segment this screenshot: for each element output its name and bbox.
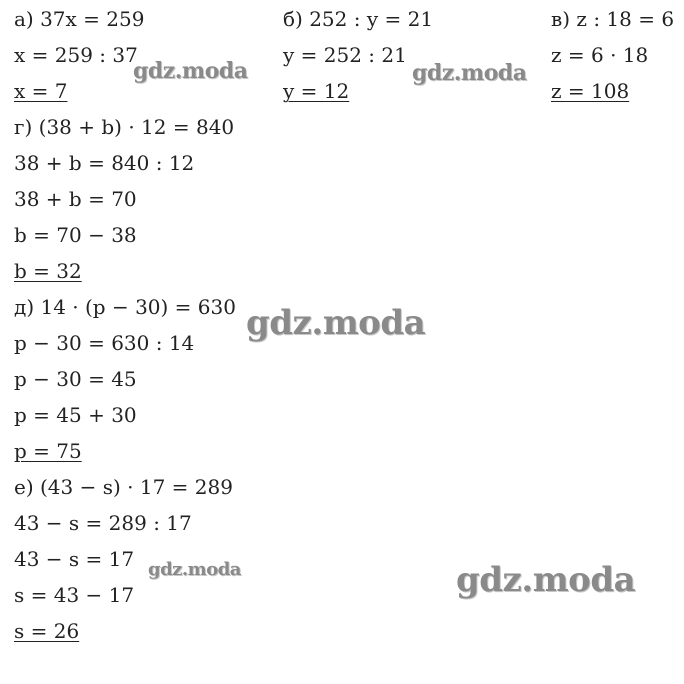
- problem-a-step: x = 259 : 37: [14, 43, 138, 67]
- problem-g-answer: b = 32: [14, 259, 82, 283]
- problem-e-step-2: 43 − s = 17: [14, 547, 135, 571]
- problem-d-step-1: p − 30 = 630 : 14: [14, 331, 195, 355]
- problem-g-step-2: 38 + b = 70: [14, 187, 137, 211]
- problem-g-step-3: b = 70 − 38: [14, 223, 137, 247]
- watermark: gdz.moda: [246, 303, 426, 343]
- problem-v-equation: в) z : 18 = 6: [551, 7, 675, 31]
- problem-b-step: y = 252 : 21: [283, 43, 407, 67]
- problem-d-equation: д) 14 · (p − 30) = 630: [14, 295, 236, 319]
- problem-b-equation: б) 252 : y = 21: [283, 7, 434, 31]
- problem-e-equation: е) (43 − s) · 17 = 289: [14, 475, 233, 499]
- problem-d-step-3: p = 45 + 30: [14, 403, 137, 427]
- watermark: gdz.moda: [133, 58, 248, 84]
- watermark: gdz.moda: [148, 559, 241, 580]
- problem-d-answer: p = 75: [14, 439, 82, 463]
- problem-a-answer: x = 7: [14, 79, 68, 103]
- problem-a-equation: а) 37x = 259: [14, 7, 145, 31]
- problem-d-step-2: p − 30 = 45: [14, 367, 137, 391]
- problem-b-answer: y = 12: [283, 79, 350, 103]
- problem-v-answer: z = 108: [551, 79, 630, 103]
- problem-e-step-1: 43 − s = 289 : 17: [14, 511, 192, 535]
- watermark: gdz.moda: [412, 60, 527, 86]
- problem-v-step: z = 6 · 18: [551, 43, 649, 67]
- problem-g-step-1: 38 + b = 840 : 12: [14, 151, 195, 175]
- problem-g-equation: г) (38 + b) · 12 = 840: [14, 115, 235, 139]
- watermark: gdz.moda: [456, 560, 636, 600]
- problem-e-answer: s = 26: [14, 619, 80, 643]
- problem-e-step-3: s = 43 − 17: [14, 583, 135, 607]
